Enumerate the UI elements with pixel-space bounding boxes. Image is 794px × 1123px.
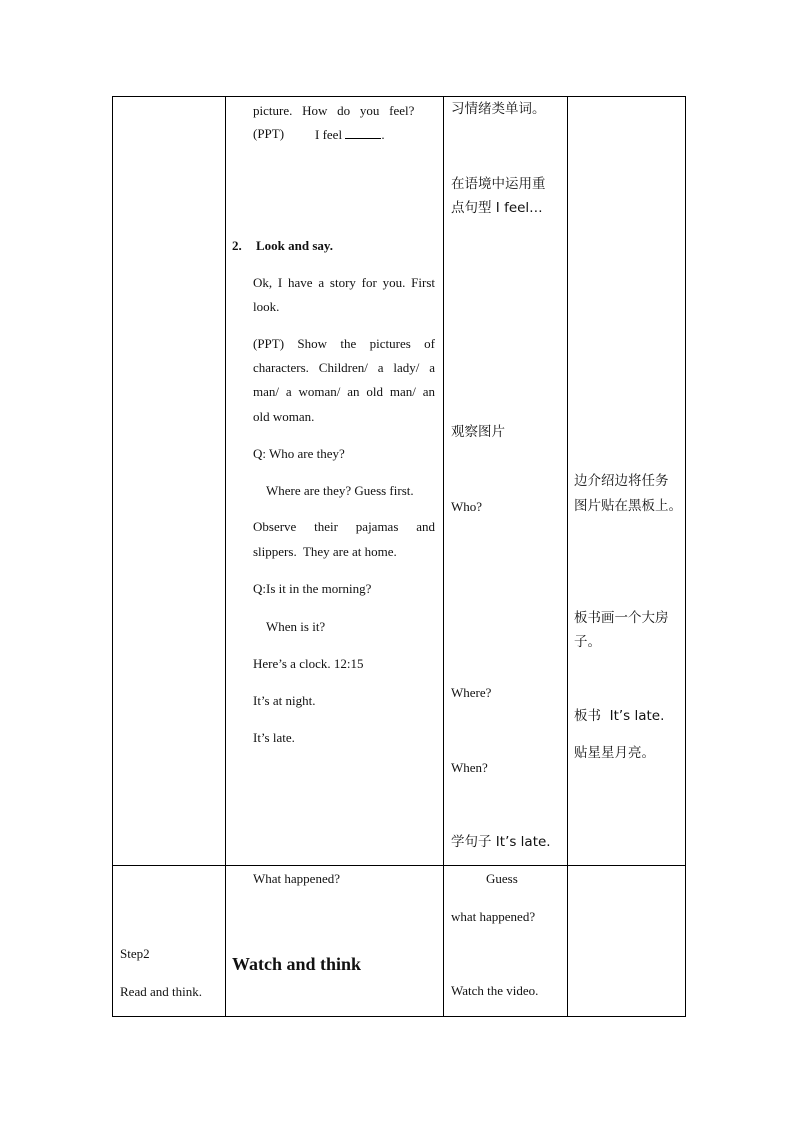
stick-stars-moon: 贴星星月亮。 bbox=[574, 745, 655, 761]
draw-line-2: 子。 bbox=[574, 634, 601, 650]
intro-line-2: 图片贴在黑板上。 bbox=[574, 498, 682, 514]
story-line-2: look. bbox=[253, 299, 280, 314]
teacher-activity-cell bbox=[226, 97, 444, 866]
guess-label: Guess bbox=[486, 871, 518, 886]
student-activity-cell bbox=[444, 97, 568, 866]
question-when: When is it? bbox=[266, 619, 326, 634]
table-row bbox=[113, 97, 686, 866]
watch-and-think-heading: Watch and think bbox=[232, 954, 362, 974]
step-label: Step2 bbox=[120, 946, 150, 961]
late-line: It’s late. bbox=[253, 730, 295, 745]
section-title: Look and say. bbox=[256, 238, 333, 253]
step-title: Read and think. bbox=[120, 984, 202, 999]
clock-line: Here’s a clock. 12:15 bbox=[253, 656, 364, 671]
when-note: When? bbox=[451, 760, 488, 775]
show-line-1: (PPT) Show the pictures of bbox=[253, 336, 435, 351]
where-note: Where? bbox=[451, 685, 492, 700]
question-morning: Q:Is it in the morning? bbox=[253, 581, 372, 596]
i-feel-line: I feel . bbox=[315, 127, 385, 142]
intro-line-1: 边介绍边将任务 bbox=[574, 473, 669, 489]
observe-line-2: slippers. They are at home. bbox=[253, 544, 397, 559]
night-line: It’s at night. bbox=[253, 693, 316, 708]
apply-line-2: 点句型 I feel… bbox=[451, 200, 543, 216]
lesson-plan-table bbox=[112, 96, 686, 1017]
question-where: Where are they? Guess first. bbox=[266, 483, 414, 498]
blank-line bbox=[345, 126, 381, 139]
show-line-4: old woman. bbox=[253, 409, 315, 424]
question-who: Q: Who are they? bbox=[253, 446, 345, 461]
section-number: 2. bbox=[232, 238, 242, 253]
teacher-notes-cell bbox=[568, 866, 686, 1017]
observe-picture: 观察图片 bbox=[451, 424, 505, 440]
story-line-1: Ok, I have a story for you. First bbox=[253, 275, 435, 290]
show-line-2: characters. Children/ a lady/ a bbox=[253, 360, 435, 375]
step-cell bbox=[113, 866, 226, 1017]
teacher-notes-cell bbox=[568, 97, 686, 866]
guess-what-happened: what happened? bbox=[451, 909, 536, 924]
step-cell bbox=[113, 97, 226, 866]
observe-line-1: Observe their pajamas and bbox=[253, 519, 435, 534]
ppt-label: (PPT) bbox=[253, 126, 285, 141]
table-row bbox=[113, 866, 686, 1017]
board-late: 板书 It’s late. bbox=[574, 708, 665, 724]
what-happened-question: What happened? bbox=[253, 871, 340, 886]
teacher-activity-cell bbox=[226, 866, 444, 1017]
picture-feel-line: picture. How do you feel? bbox=[253, 103, 415, 118]
show-line-3: man/ a woman/ an old man/ an bbox=[253, 384, 435, 399]
apply-line-1: 在语境中运用重 bbox=[451, 176, 546, 192]
learn-sentence: 学句子 It’s late. bbox=[451, 834, 551, 850]
who-note: Who? bbox=[451, 499, 483, 514]
draw-line-1: 板书画一个大房 bbox=[574, 610, 669, 626]
student-activity-cell bbox=[444, 866, 568, 1017]
vocab-note: 习情绪类单词。 bbox=[451, 101, 546, 117]
watch-video: Watch the video. bbox=[451, 983, 539, 998]
